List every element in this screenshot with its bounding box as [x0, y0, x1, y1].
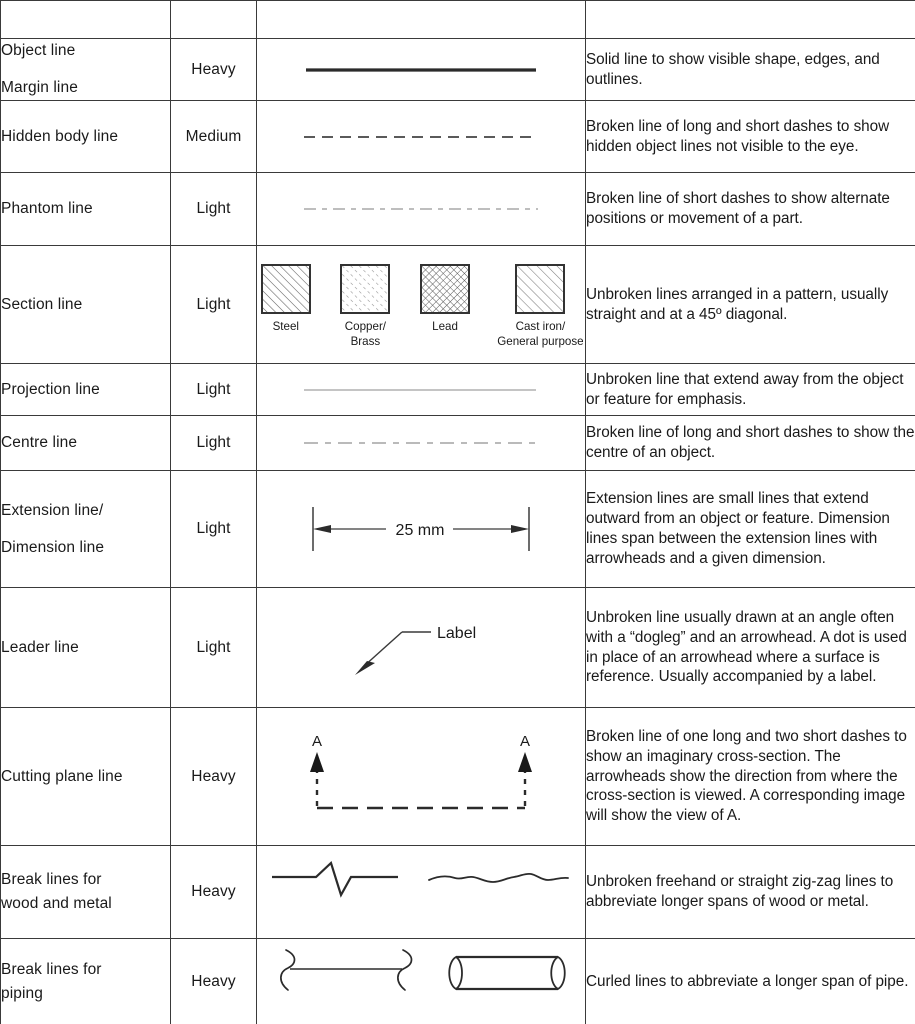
row-label-object-line: Object line Margin line [1, 39, 171, 101]
cutting-plane-label-left: A [311, 732, 323, 750]
solid-light-line-icon [301, 382, 541, 398]
table-row [1, 364, 915, 416]
hatch-label: Lead [432, 320, 458, 334]
row-sample-dashed-medium-line [257, 101, 586, 173]
table-row [1, 39, 915, 101]
break-lines-piping-icon [266, 944, 576, 1006]
hatch-sample-cast-iron [496, 264, 585, 348]
row-label-break-lines-wood-metal: Break lines for wood and metal [1, 846, 171, 939]
row-description: Curled lines to abbreviate a longer span of pipe. [586, 939, 915, 1024]
row-label-break-lines-piping: Break lines for piping [1, 939, 171, 1024]
row-description: Unbroken line that extend away from the object or feature for emphasis. [586, 364, 915, 416]
header-cell-name [1, 1, 171, 39]
cutting-plane-line-icon [281, 724, 561, 830]
row-description: Unbroken freehand or straight zig-zag lines to abbreviate longer spans of wood or metal. [586, 846, 915, 939]
table-row [1, 173, 915, 246]
row-weight: Heavy [171, 939, 257, 1024]
hatch-label: Steel [272, 320, 300, 334]
row-sample-break-lines-piping [257, 939, 586, 1024]
row-description: Solid line to show visible shape, edges, and outlines. [586, 39, 915, 101]
wide-diagonal-hatch-icon [515, 264, 565, 314]
hatch-sample-copper-brass [337, 264, 395, 348]
row-sample-leader-line [257, 588, 586, 708]
row-description: Broken line of long and short dashes to show the centre of an object. [586, 416, 915, 471]
row-weight: Light [171, 246, 257, 364]
row-weight: Light [171, 588, 257, 708]
table-row [1, 708, 915, 846]
table-row [1, 416, 915, 471]
table-row [1, 846, 915, 939]
leader-line-with-dogleg-icon [291, 605, 551, 691]
row-sample-section-hatching [257, 246, 586, 364]
row-weight: Light [171, 173, 257, 246]
row-description: Unbroken lines arranged in a pattern, usually straight and at a 45º diagonal. [586, 246, 915, 364]
row-label-cutting-plane-line: Cutting plane line [1, 708, 171, 846]
header-cell-weight [171, 1, 257, 39]
row-weight: Light [171, 364, 257, 416]
row-description: Broken line of one long and two short dashes to show an imaginary cross-section. The arrowheads show the direction from where the cross-section is viewed. A corresponding image will show the view of A. [586, 708, 915, 846]
row-sample-centre-line [257, 416, 586, 471]
row-label-leader-line: Leader line [1, 588, 171, 708]
cutting-plane-label-right: A [519, 732, 531, 750]
cross-hatch-icon [420, 264, 470, 314]
table-row [1, 471, 915, 588]
row-label-projection-line: Projection line [1, 364, 171, 416]
hatch-sample-lead [416, 264, 474, 334]
row-label-hidden-body-line: Hidden body line [1, 101, 171, 173]
row-weight: Medium [171, 101, 257, 173]
phantom-dash-dot-line-icon [301, 199, 541, 219]
dashed-diagonal-hatch-icon [340, 264, 390, 314]
row-description: Broken line of short dashes to show alternate positions or movement of a part. [586, 173, 915, 246]
header-cell-sample [257, 1, 586, 39]
row-sample-cutting-plane-line [257, 708, 586, 846]
diagonal-hatch-icon [261, 264, 311, 314]
hatch-label: Cast iron/ General purpose [497, 320, 584, 348]
row-sample-break-lines-wood-metal [257, 846, 586, 939]
header-cell-description [586, 1, 915, 39]
dimension-line-with-arrows-icon [291, 499, 551, 559]
solid-heavy-line-icon [301, 60, 541, 80]
row-sample-solid-light-line [257, 364, 586, 416]
table-header-row [1, 1, 915, 39]
row-weight: Heavy [171, 846, 257, 939]
table-row [1, 246, 915, 364]
row-sample-solid-heavy-line [257, 39, 586, 101]
row-label-phantom-line: Phantom line [1, 173, 171, 246]
row-sample-phantom-line [257, 173, 586, 246]
table-row [1, 939, 915, 1024]
row-weight: Light [171, 416, 257, 471]
row-label-extension-dimension-line: Extension line/ Dimension line [1, 471, 171, 588]
dimension-label: 25 mm [395, 522, 445, 540]
dashed-medium-line-icon [301, 127, 541, 147]
centre-long-short-dash-line-icon [301, 435, 541, 451]
row-description: Extension lines are small lines that extend outward from an object or feature. Dimension lines span between the extension lines with arrowheads and a given dimension. [586, 471, 915, 588]
row-description: Broken line of long and short dashes to show hidden object lines not visible to the eye. [586, 101, 915, 173]
row-weight: Light [171, 471, 257, 588]
row-label-centre-line: Centre line [1, 416, 171, 471]
row-label-section-line: Section line [1, 246, 171, 364]
leader-label: Label [437, 624, 477, 642]
row-sample-dimension-line [257, 471, 586, 588]
hatch-sample-steel [257, 264, 315, 334]
row-description: Unbroken line usually drawn at an angle often with a “dogleg” and an arrowhead. A dot is used in place of an arrowhead where a surface is reference. Usually accompanied by a label. [586, 588, 915, 708]
break-lines-zigzag-and-freehand-icon [266, 855, 576, 911]
row-weight: Heavy [171, 708, 257, 846]
hatch-label: Copper/ Brass [344, 320, 387, 348]
table-row [1, 588, 915, 708]
table-row [1, 101, 915, 173]
row-weight: Heavy [171, 39, 257, 101]
